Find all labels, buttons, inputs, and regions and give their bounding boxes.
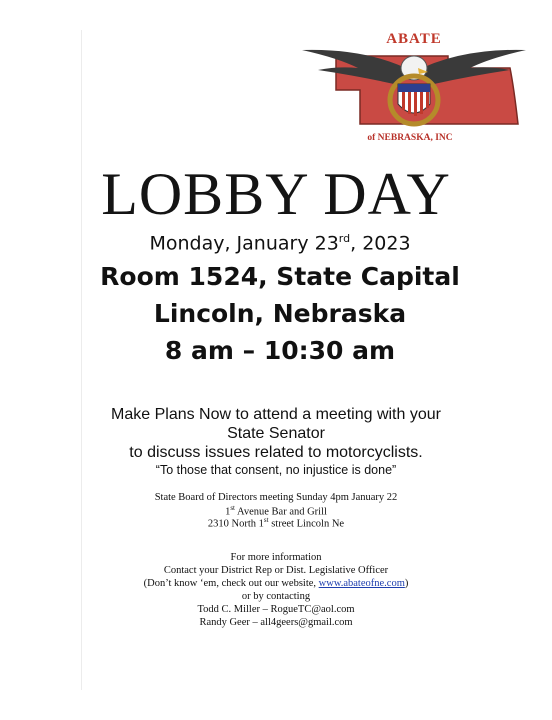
plans-quote: “To those that consent, no injustice is done” (155, 463, 397, 477)
info-website-line: (Don’t know ‘em, check out our website, www.abateofne.com) (143, 578, 409, 589)
contact-randy-geer: Randy Geer – all4geers@gmail.com (199, 617, 353, 628)
event-city: Lincoln, Nebraska (153, 299, 407, 328)
plans-line-1: Make Plans Now to attend a meeting with your (111, 406, 441, 423)
info-or-contacting: or by contacting (241, 591, 311, 602)
event-time: 8 am – 10:30 am (164, 336, 396, 365)
info-contact-line: Contact your District Rep or Dist. Legislative Officer (163, 565, 389, 576)
logo-top-text: ABATE (386, 31, 442, 47)
eagle-emblem-icon (298, 28, 530, 146)
plans-line-2: State Senator (227, 425, 325, 442)
board-meeting-line: State Board of Directors meeting Sunday 4pm January 22 (154, 492, 398, 503)
website-link[interactable]: www.abateofne.com (318, 578, 405, 589)
logo-bottom-text: of NEBRASKA, INC (367, 133, 453, 143)
page-title: LOBBY DAY (101, 161, 451, 227)
board-venue-line: 1st Avenue Bar and Grill (225, 504, 327, 518)
board-address-line: 2310 North 1st street Lincoln Ne (207, 516, 345, 530)
event-date: Monday, January 23rd, 2023 (149, 232, 411, 255)
contact-todd-miller: Todd C. Miller – RogueTC@aol.com (197, 604, 355, 615)
info-heading: For more information (230, 552, 322, 563)
event-room: Room 1524, State Capital (100, 262, 460, 291)
plans-line-3: to discuss issues related to motorcyclists. (129, 444, 423, 461)
abate-logo (298, 28, 530, 146)
